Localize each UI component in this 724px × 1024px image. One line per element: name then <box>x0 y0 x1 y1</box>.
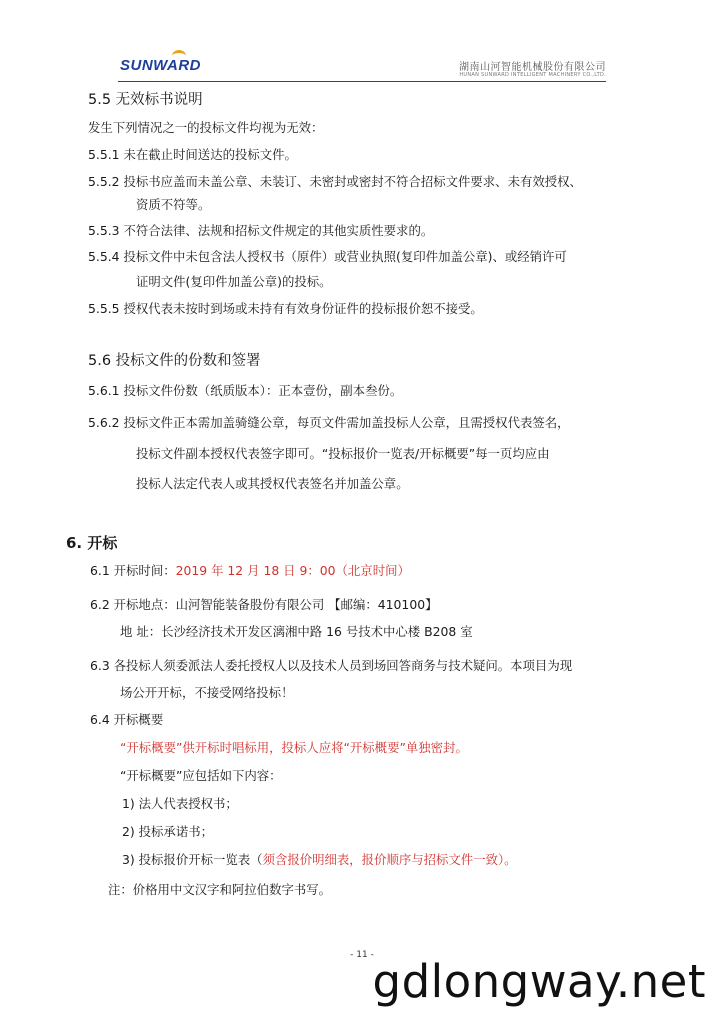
sunward-logo <box>120 57 201 74</box>
watermark-text: gdlongway.net <box>372 955 706 1008</box>
item-5-6-2-cont1: 投标文件副本授权代表签字即可。“投标报价一览表/开标概要”每一页均应由 <box>136 446 550 461</box>
logo-text: SUNWARD <box>120 57 201 74</box>
company-name-en: HUNAN SUNWARD INTELLIGENT MACHINERY CO.,LTD. <box>459 72 606 78</box>
opening-time-value: 2019 年 12 月 18 日 9：00（北京时间） <box>175 563 410 578</box>
item-6-2-address: 地 址：长沙经济技术开发区漓湘中路 16 号技术中心楼 B208 室 <box>120 624 473 639</box>
item-5-5-4: 5.5.4 投标文件中未包含法人授权书（原件）或营业执照(复印件加盖公章)、或经销许可 <box>88 249 567 264</box>
item-5-5-1: 5.5.1 未在截止时间送达的投标文件。 <box>88 147 297 162</box>
list-item-3-red: 须含报价明细表，报价顺序与招标文件一致）。 <box>262 852 517 867</box>
list-item-3-text: 3) 投标报价开标一览表（ <box>122 852 263 867</box>
list-item-2: 2) 投标承诺书； <box>122 824 213 839</box>
item-5-6-2-cont2: 投标人法定代表人或其授权代表签名并加盖公章。 <box>136 476 409 491</box>
item-6-4: 6.4 开标概要 <box>90 712 164 727</box>
item-6-4-note: “开标概要”供开标时唱标用，投标人应将“开标概要”单独密封。 <box>120 740 468 755</box>
item-5-6-1: 5.6.1 投标文件份数（纸质版本）：正本壹份，副本叁份。 <box>88 383 403 398</box>
item-5-5-2: 5.5.2 投标书应盖而未盖公章、未装订、未密封或密封不符合招标文件要求、未有效授权、 <box>88 174 582 189</box>
item-5-6-2: 5.6.2 投标文件正本需加盖骑缝公章，每页文件需加盖投标人公章，且需授权代表签名， <box>88 415 570 430</box>
section-6-title: 6. 开标 <box>66 534 118 552</box>
section-5-6-title: 5.6 投标文件的份数和签署 <box>88 353 261 369</box>
list-item-3 <box>122 852 517 868</box>
item-5-5-3: 5.5.3 不符合法律、法规和招标文件规定的其他实质性要求的。 <box>88 223 434 238</box>
item-6-3: 6.3 各投标人须委派法人委托授权人以及技术人员到场回答商务与技术疑问。本项目为现 <box>90 658 573 673</box>
list-item-1: 1) 法人代表授权书； <box>122 796 238 811</box>
logo-swoosh-icon <box>172 50 186 62</box>
item-5-5-2-cont: 资质不符等。 <box>136 197 211 212</box>
item-6-2: 6.2 开标地点：山河智能装备股份有限公司 【邮编：410100】 <box>90 597 438 612</box>
section-5-5-title: 5.5 无效标书说明 <box>88 92 203 108</box>
section-5-5-intro: 发生下列情况之一的投标文件均视为无效： <box>88 120 324 135</box>
page-number: - 11 - <box>350 950 374 960</box>
item-5-5-4-cont: 证明文件(复印件加盖公章)的投标。 <box>136 274 332 289</box>
company-name-cn: 湖南山河智能机械股份有限公司 <box>459 62 606 73</box>
price-note: 注：价格用中文汉字和阿拉伯数字书写。 <box>108 882 332 897</box>
item-6-1 <box>90 563 410 579</box>
header-divider <box>118 81 606 82</box>
item-6-3-cont: 场公开开标，不接受网络投标！ <box>120 685 294 700</box>
item-5-5-5: 5.5.5 授权代表未按时到场或未持有有效身份证件的投标报价恕不接受。 <box>88 301 483 316</box>
opening-time-label: 6.1 开标时间： <box>90 563 176 578</box>
item-6-4-intro: “开标概要”应包括如下内容： <box>120 768 282 783</box>
